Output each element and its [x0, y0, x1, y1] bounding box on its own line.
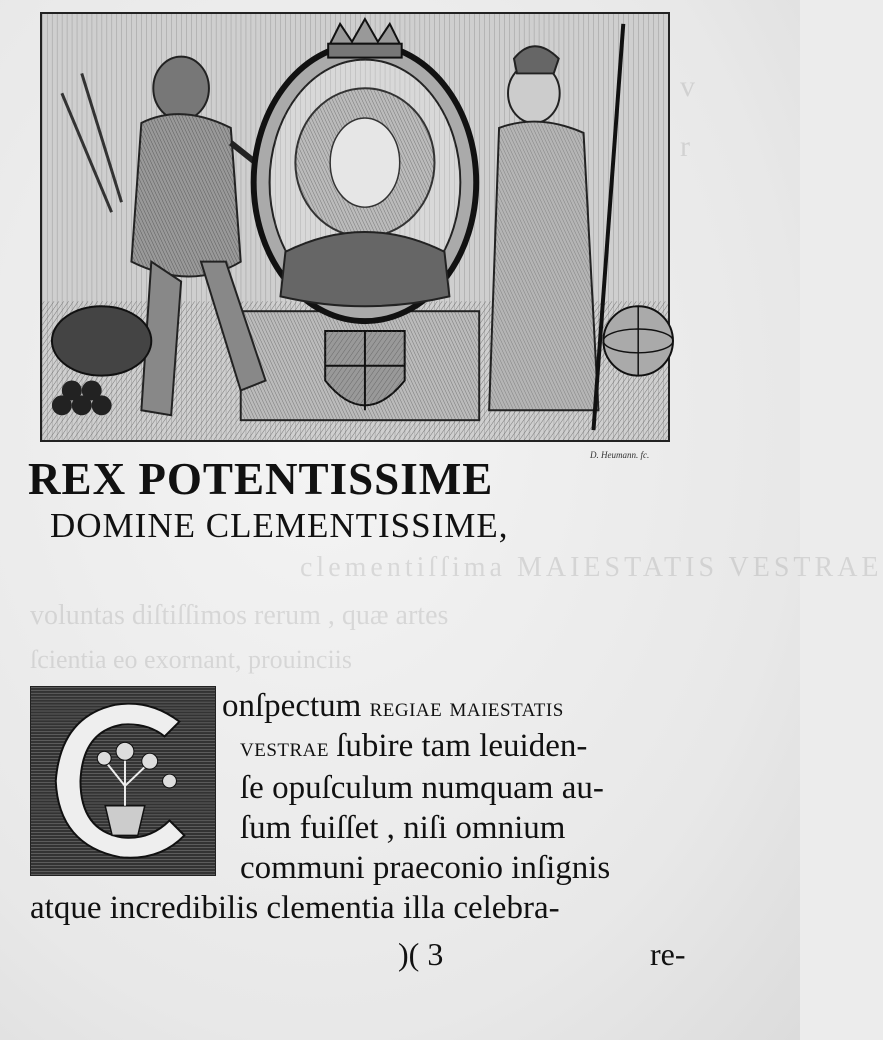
- heading-line-2: DOMINE CLEMENTISSIME,: [50, 506, 509, 545]
- body-line-3: ſe opuſculum numquam au-: [240, 770, 604, 806]
- decorated-initial: [30, 686, 216, 876]
- bleed-through-text: v: [680, 70, 695, 103]
- signature-mark: )( 3: [398, 936, 444, 972]
- bleed-through-text: r: [680, 130, 690, 163]
- engraver-signature: D. Heumann. fc.: [590, 450, 650, 460]
- globe: [603, 306, 673, 375]
- body-line-1-caps: regiae maiestatis: [369, 692, 564, 722]
- engraving-illustration: [42, 14, 668, 440]
- body-line-6: atque incredibilis clementia illa celebra-: [30, 890, 560, 926]
- body-line-4: ſum fuiſſet , niſi omnium: [240, 810, 566, 846]
- bleed-through-text: voluntas diſtiſſimos rerum , quæ artes: [30, 600, 449, 631]
- catchword: re-: [650, 936, 686, 972]
- bleed-through-text: clementiſſima MAIESTATIS VESTRAE: [300, 552, 883, 583]
- body-line-2-text: ſubire tam leuiden-: [336, 728, 588, 764]
- initial-ornament: [31, 687, 215, 875]
- heading-line-1: REX POTENTISSIME: [28, 453, 494, 504]
- body-line-1-text: onſpectum: [222, 688, 370, 724]
- body-line-1: [222, 688, 564, 725]
- body-line-2-caps: vestrae: [240, 732, 337, 762]
- frontispiece-engraving: [40, 12, 670, 442]
- body-line-2: [240, 728, 587, 765]
- bleed-through-text: ſcientia eo exornant, prouinciis: [30, 645, 353, 674]
- body-line-5: communi praeconio inſignis: [240, 850, 611, 886]
